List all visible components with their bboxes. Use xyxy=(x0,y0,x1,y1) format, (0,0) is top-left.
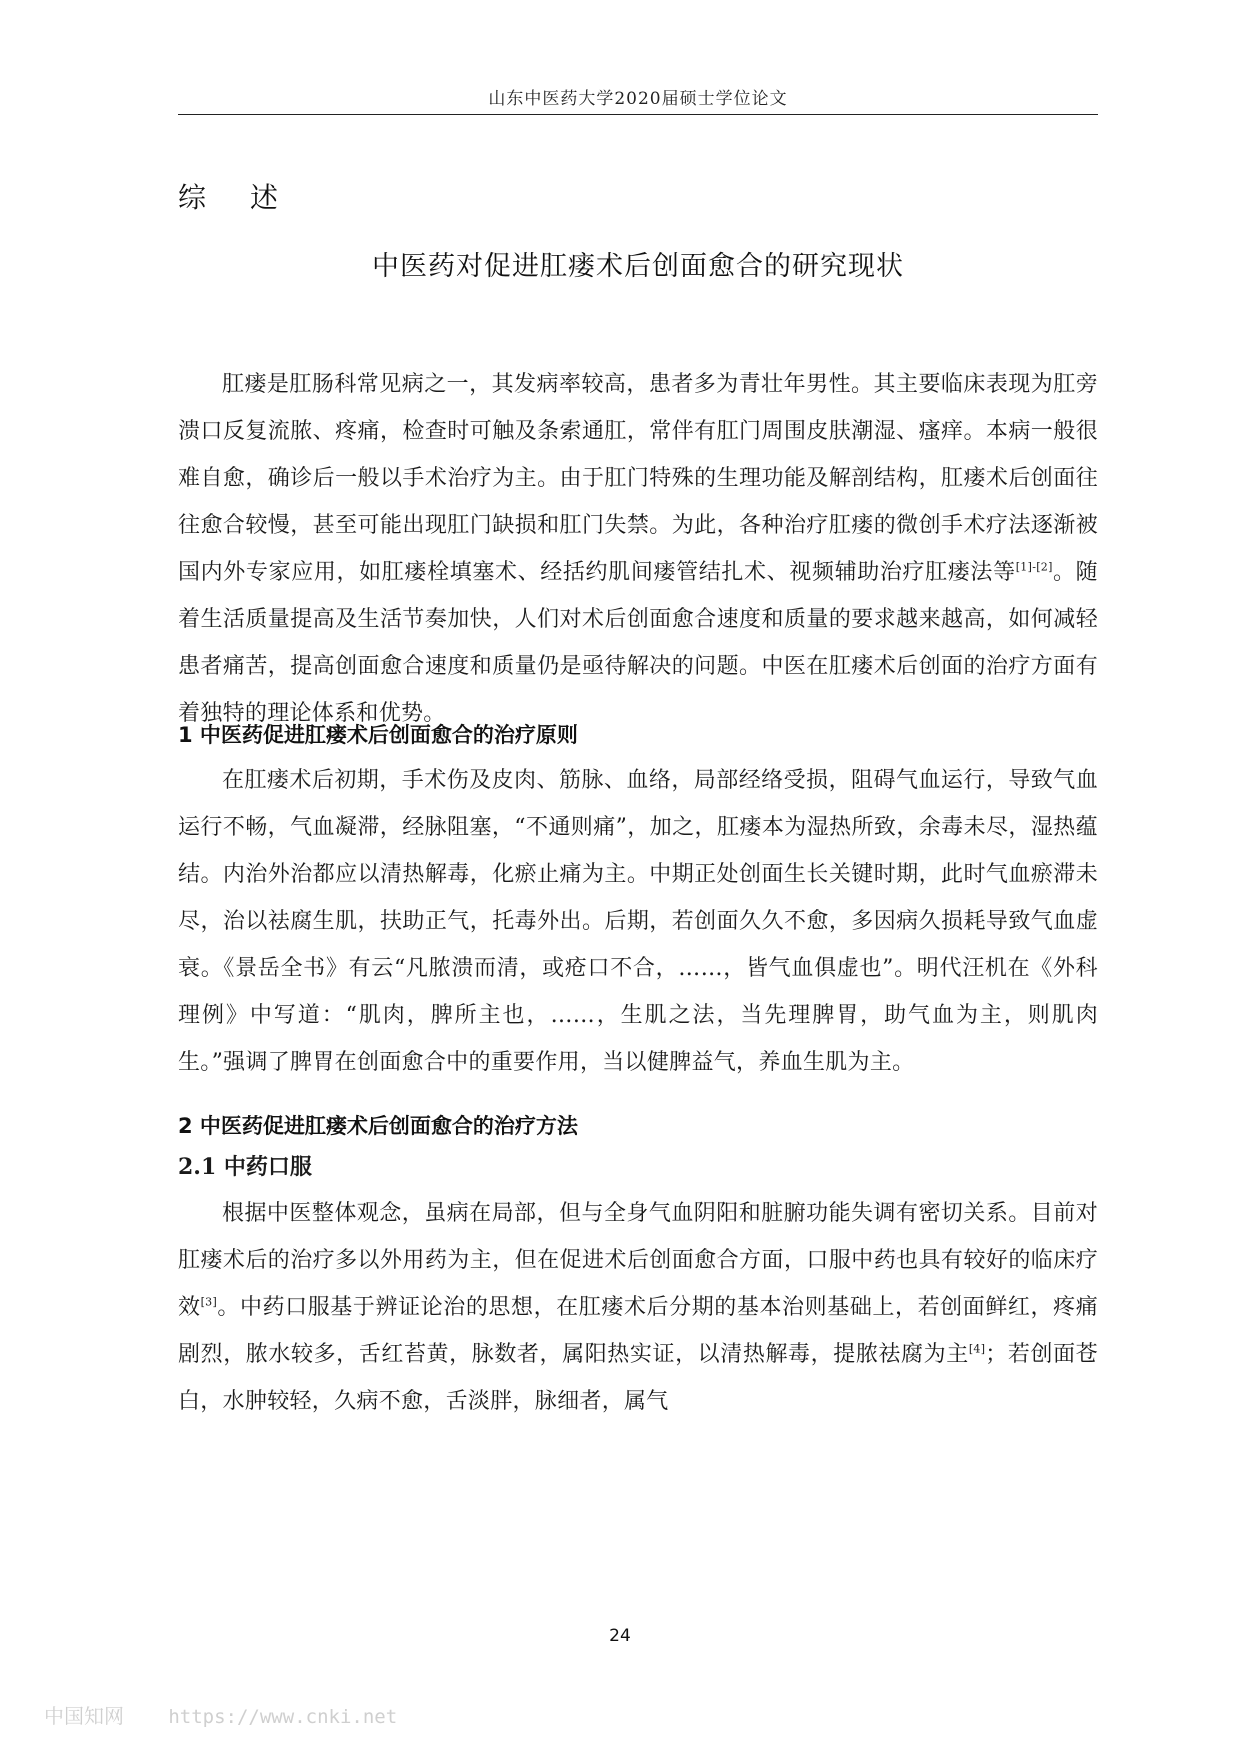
section2-text-c: ；若创面苍白，水肿较轻，久病不愈，舌淡胖，脉细者，属气 xyxy=(178,1342,1098,1414)
intro-text-b: 。随着生活质量提高及生活节奏加快，人们对术后创面愈合速度和质量的要求越来越高，如何减轻患者痛苦，提高创面愈合速度和质量仍是亟待解决的问题。中医在肛瘘术后创面的治疗方面有着独特的理论体系和优势。 xyxy=(178,560,1098,726)
section2-text-b: 。中药口服基于辨证论治的思想，在肛瘘术后分期的基本治则基础上，若创面鲜红，疼痛剧烈，脓水较多，舌红苔黄，脉数者，属阳热实证，以清热解毒，提脓祛腐为主 xyxy=(178,1295,1098,1367)
watermark-brand: 中国知网 xyxy=(44,1704,124,1728)
header-rule xyxy=(178,114,1098,115)
citation: [4] xyxy=(968,1342,986,1356)
cnki-watermark xyxy=(44,1700,397,1729)
intro-paragraph xyxy=(178,361,1098,737)
paper-title: 中医药对促进肛瘘术后创面愈合的研究现状 xyxy=(372,251,904,282)
section1-paragraph: 在肛瘘术后初期，手术伤及皮肉、筋脉、血络，局部经络受损，阻碍气血运行，导致气血运行不畅，气血凝滞，经脉阻塞，“不通则痛”，加之，肛瘘本为湿热所致，余毒未尽，湿热蕴结。内治外治都应以清热解毒，化瘀止痛为主。中期正处创面生长关键时期，此时气血瘀滞未尽，治以祛腐生肌，扶助正气，托毒外出。后期，若创面久久不愈，多因病久损耗导致气血虚衰。《景岳全书》有云“凡脓溃而清，或疮口不合，……，皆气血俱虚也”。明代汪机在《外科理例》中写道：“肌肉，脾所主也，……，生肌之法，当先理脾胃，助气血为主，则肌肉生。”强调了脾胃在创面愈合中的重要作用，当以健脾益气，养血生肌为主。 xyxy=(178,768,1098,1075)
section2-paragraph xyxy=(178,1190,1098,1425)
running-header: 山东中医药大学2020届硕士学位论文 xyxy=(488,89,788,109)
watermark-url: https://www.cnki.net xyxy=(168,1706,398,1728)
section-heading-1: 1 中医药促进肛瘘术后创面愈合的治疗原则 xyxy=(178,723,578,747)
subsection-heading-2-1: 2.1 中药口服 xyxy=(178,1154,312,1180)
section-heading-2: 2 中医药促进肛瘘术后创面愈合的治疗方法 xyxy=(178,1114,578,1138)
citation: [3] xyxy=(200,1295,218,1309)
page-number: 24 xyxy=(609,1626,631,1646)
section2-text-a: 根据中医整体观念，虽病在局部，但与全身气血阴阳和脏腑功能失调有密切关系。目前对肛瘘术后的治疗多以外用药为主，但在促进术后创面愈合方面，口服中药也具有较好的临床疗效 xyxy=(178,1201,1098,1320)
section-title: 综述 xyxy=(178,181,323,214)
intro-text-a: 肛瘘是肛肠科常见病之一，其发病率较高，患者多为青壮年男性。其主要临床表现为肛旁溃口反复流脓、疼痛，检查时可触及条索通肛，常伴有肛门周围皮肤潮湿、瘙痒。本病一般很难自愈，确诊后一般以手术治疗为主。由于肛门特殊的生理功能及解剖结构，肛瘘术后创面往往愈合较慢，甚至可能出现肛门缺损和肛门失禁。为此，各种治疗肛瘘的微创手术疗法逐渐被国内外专家应用，如肛瘘栓填塞术、经括约肌间瘘管结扎术、视频辅助治疗肛瘘法等 xyxy=(178,372,1098,585)
citation: [1]-[2] xyxy=(1015,560,1053,574)
